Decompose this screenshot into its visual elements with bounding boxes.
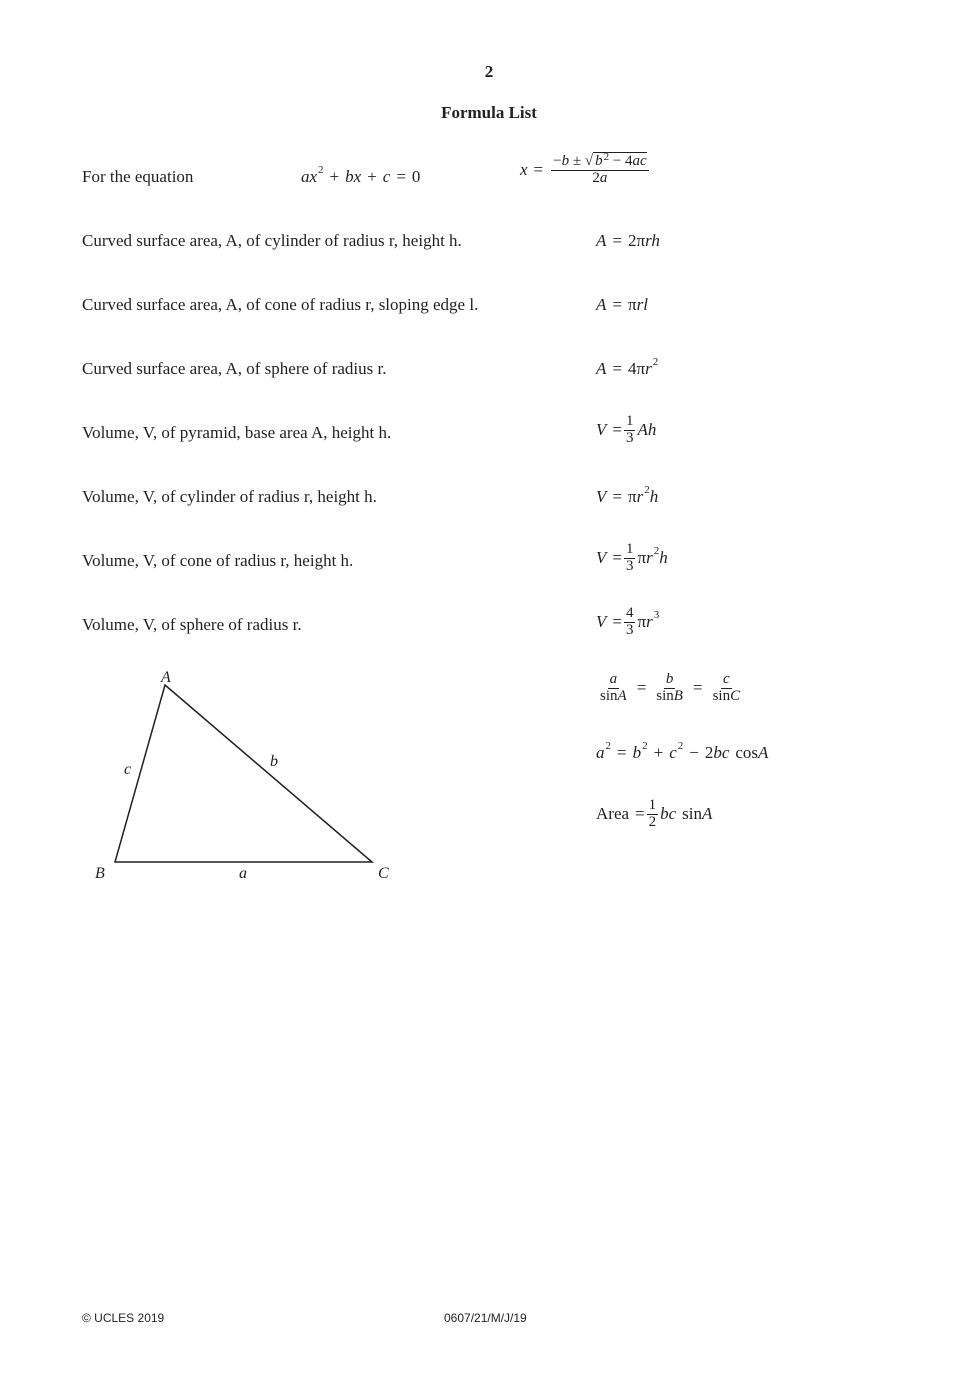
side-c-label: c — [124, 761, 132, 778]
formula-cylinder-volume: V = π r 2 h — [596, 484, 659, 506]
side-b-label: b — [270, 753, 278, 770]
formula-description-cone-volume: Volume, V, of cone of radius r, height h. — [82, 551, 354, 570]
formula-description-sphere-area: Curved surface area, A, of sphere of radius r. — [82, 359, 387, 378]
triangle-area-formula: Area = $\frac{1}{2}$ bc sin A — [596, 797, 713, 830]
formula-cone-area: A = π rl — [596, 295, 648, 314]
formula-description-cylinder-volume: Volume, V, of cylinder of radius r, height h. — [82, 487, 377, 506]
formula-cylinder-area: A = 2π rh — [596, 231, 660, 250]
sine-rule: $\frac{a}{\sin A}$ = $\frac{b}{\sin B}$ = $\frac{c}{\sin C}$ — [600, 671, 741, 704]
cosine-rule: a 2 = b 2 + c 2 − 2 bc cos A — [596, 740, 769, 762]
triangle-outline — [115, 685, 372, 862]
formula-description-pyramid-volume: Volume, V, of pyramid, base area A, height h. — [82, 423, 392, 442]
copyright: © UCLES 2019 — [82, 1311, 165, 1325]
triangle-diagram — [80, 660, 420, 895]
vertex-C-label: C — [378, 865, 389, 882]
formula-sphere-volume: V = $\frac{4}{3}$ π r 3 — [596, 605, 660, 638]
vertex-B-label: B — [95, 865, 105, 882]
vertex-A-label: A — [161, 669, 171, 686]
side-a-label: a — [239, 865, 247, 882]
quadratic-equation: ax 2 + bx + c = 0 — [301, 164, 421, 186]
quadratic-label: For the equation — [82, 167, 194, 186]
page-number: 2 — [484, 62, 494, 81]
formula-cone-volume: V = $\frac{1}{3}$ π r 2 h — [596, 541, 668, 574]
quadratic-solution: x = $\frac{-b \pm √ b^2 - 4ac}{2a}$ — [520, 151, 647, 186]
formula-description-cone-area: Curved surface area, A, of cone of radius r, sloping edge l. — [82, 295, 479, 314]
formula-sphere-area: A = 4π r 2 — [596, 356, 659, 378]
page-title: Formula List — [441, 103, 537, 122]
paper-code: 0607/21/M/J/19 — [444, 1311, 527, 1325]
formula-description-sphere-volume: Volume, V, of sphere of radius r. — [82, 615, 302, 634]
formula-pyramid-volume: V = $\frac{1}{3}$ Ah — [596, 413, 657, 446]
formula-description-cylinder-area: Curved surface area, A, of cylinder of radius r, height h. — [82, 231, 462, 250]
